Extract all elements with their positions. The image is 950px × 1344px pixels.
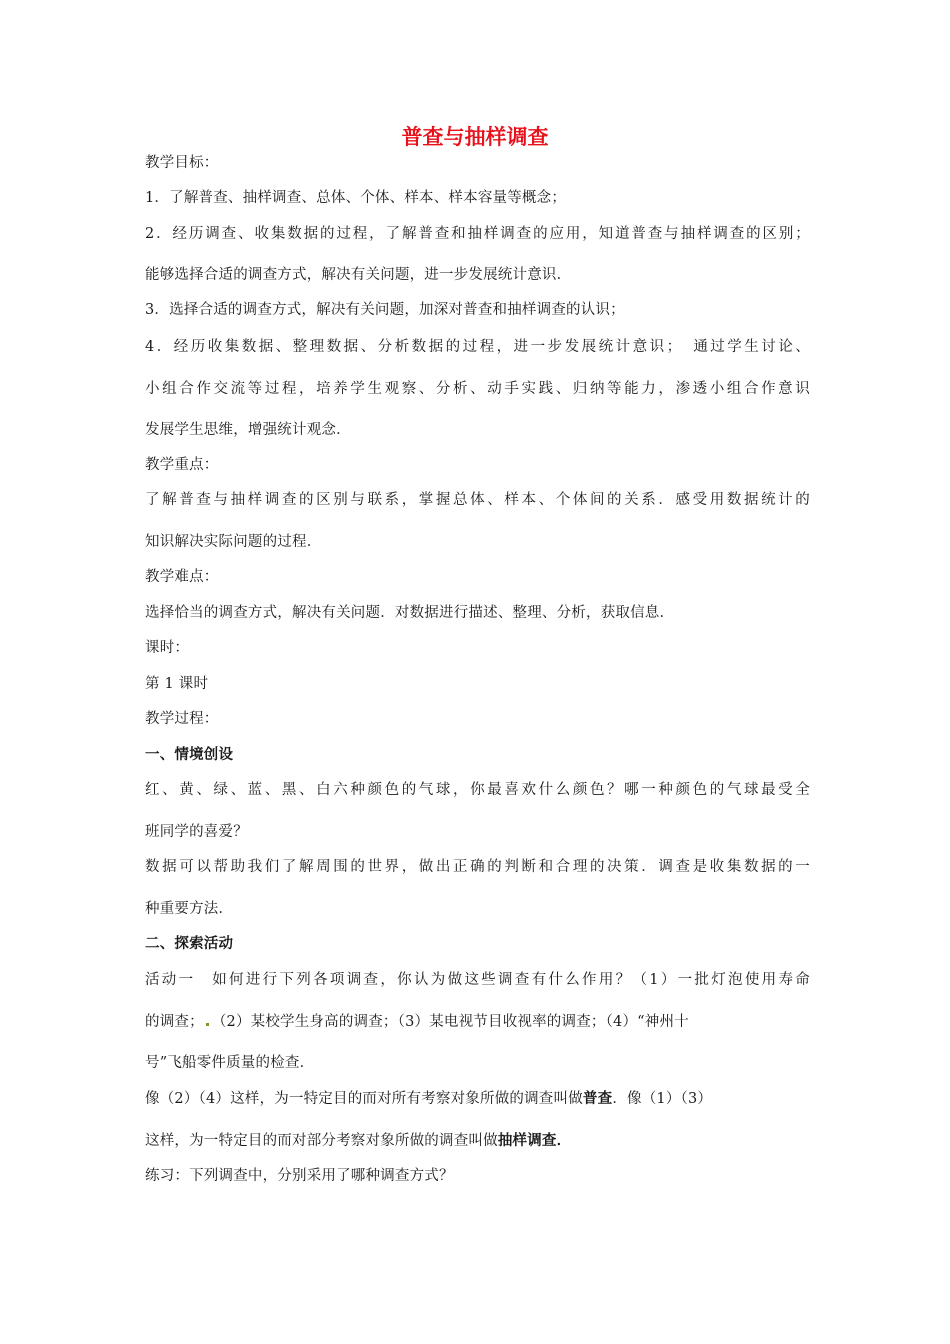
section-1-line-4: 种重要方法． — [145, 901, 234, 917]
activity-1-line-2-rest: （2）某校学生身高的调查；（3）某电视节目收视率的调查；（4）“神州十 — [211, 1014, 689, 1030]
sample-definition — [145, 1130, 810, 1152]
difficulty-text: 选择恰当的调查方式，解决有关问题．对数据进行描述、整理、分析，获取信息． — [145, 605, 675, 621]
section-1-line-2: 班同学的喜爱？ — [145, 824, 248, 840]
goal-4-line-2: 小组合作交流等过程，培养学生观察、分析、动手实践、归纳等能力，渗透小组合作意识 — [145, 381, 810, 397]
key-points-line-2: 知识解决实际问题的过程． — [145, 534, 322, 550]
activity-1-line-1: 活动一 如何进行下列各项调查，你认为做这些调查有什么作用？（1）一批灯泡使用寿命 — [145, 972, 810, 988]
census-term: 普查 — [582, 1091, 613, 1107]
document-title: 普查与抽样调查 — [401, 125, 549, 149]
goal-2-line-2: 能够选择合适的调查方式，解决有关问题，进一步发展统计意识． — [145, 267, 572, 283]
period-heading: 课时： — [145, 640, 190, 656]
goal-3: 3．选择合适的调查方式，解决有关问题，加深对普查和抽样调查的认识； — [145, 302, 625, 318]
activity-1-line-2 — [145, 1011, 810, 1033]
section-2-heading: 二、探索活动 — [145, 936, 234, 952]
census-definition-end: ．像（1）（3） — [612, 1091, 713, 1107]
goal-2-line-1: 2．经历调查、收集数据的过程，了解普查和抽样调查的应用，知道普查与抽样调查的区别； — [145, 226, 810, 242]
census-definition-text: 像（2）（4）这样，为一特定目的而对所有考察对象所做的调查叫做 — [145, 1091, 583, 1107]
activity-1-line-2-start: 的调查； — [145, 1014, 204, 1030]
section-1-line-3: 数据可以帮助我们了解周围的世界，做出正确的判断和合理的决策．调查是收集数据的一 — [145, 859, 810, 875]
census-definition — [145, 1088, 810, 1110]
exercise-prompt: 练习：下列调查中，分别采用了哪种调查方式？ — [145, 1168, 454, 1184]
stray-dot-mark — [206, 1023, 209, 1026]
section-1-line-1: 红、黄、绿、蓝、黑、白六种颜色的气球，你最喜欢什么颜色？哪一种颜色的气球最受全 — [145, 782, 810, 798]
activity-1-line-3: 号”飞船零件质量的检查． — [145, 1055, 315, 1071]
key-points-line-1: 了解普查与抽样调查的区别与联系，掌握总体、样本、个体间的关系．感受用数据统计的 — [145, 492, 810, 508]
sample-definition-text: 这样，为一特定目的而对部分考察对象所做的调查叫做 — [145, 1133, 498, 1149]
section-1-heading: 一、情境创设 — [145, 747, 234, 763]
goal-4-line-1: 4．经历收集数据、整理数据、分析数据的过程，进一步发展统计意识； 通过学生讨论、 — [145, 339, 810, 355]
difficulty-heading: 教学难点： — [145, 569, 219, 585]
goal-1: 1．了解普查、抽样调查、总体、个体、样本、样本容量等概念； — [145, 190, 567, 206]
goal-4-line-3: 发展学生思维，增强统计观念． — [145, 422, 351, 438]
sample-survey-term: 抽样调查 — [497, 1133, 557, 1149]
sample-definition-end: ． — [556, 1133, 572, 1149]
process-heading: 教学过程： — [145, 711, 219, 727]
goals-heading: 教学目标： — [145, 155, 219, 171]
period-text: 第 1 课时 — [145, 676, 209, 692]
key-points-heading: 教学重点： — [145, 457, 219, 473]
